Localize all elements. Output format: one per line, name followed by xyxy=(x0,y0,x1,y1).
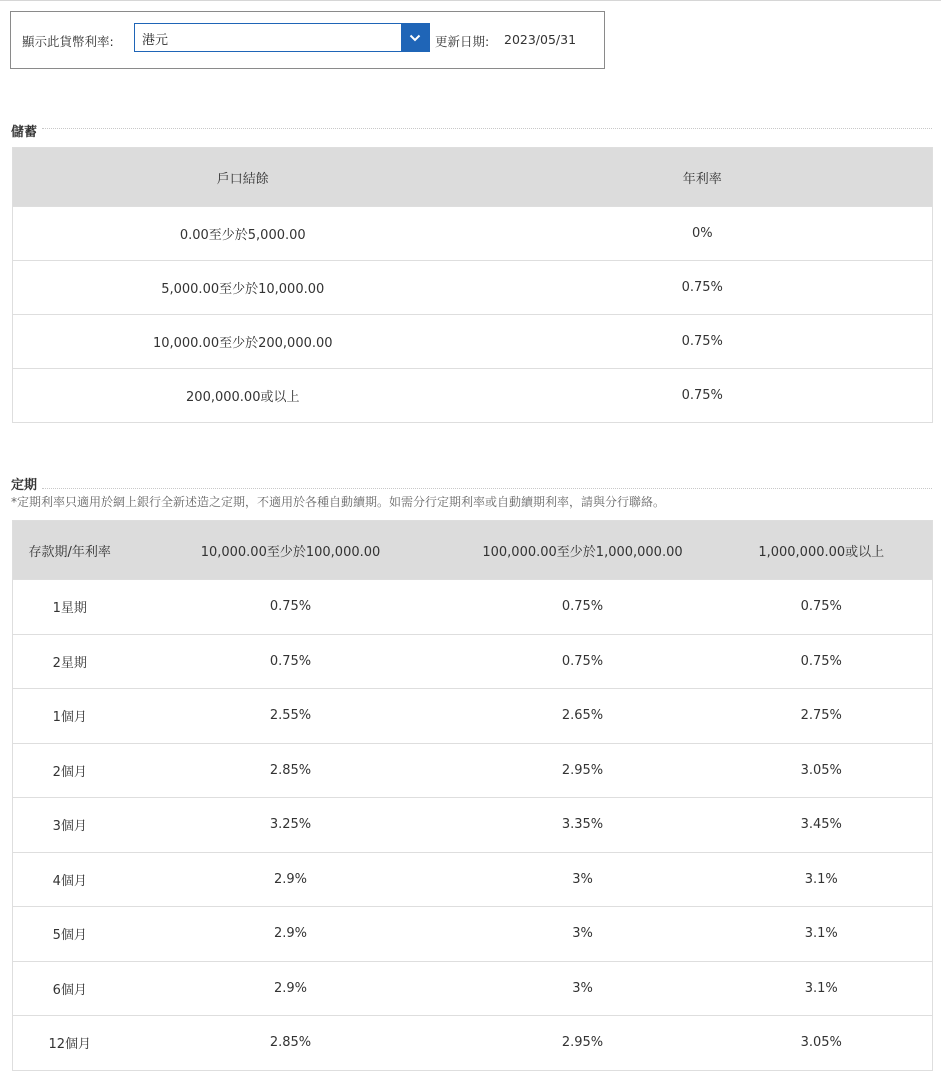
table-header-row xyxy=(13,148,933,207)
term-cell: 5個月 xyxy=(13,907,127,962)
column-header-tier-3: 1,000,000.00或以上 xyxy=(711,521,933,580)
fixed-deposit-note: *定期利率只適用於網上銀行全新述造之定期，不適用於各種自動續期。如需分行定期利率或自動續期利率，請與分行聯絡。 xyxy=(11,495,666,509)
annual-rate: 0.75% xyxy=(473,369,933,423)
rate-cell: 0.75% xyxy=(455,580,711,635)
rate-cell: 2.9% xyxy=(127,961,455,1016)
term-cell: 1星期 xyxy=(13,580,127,635)
rate-cell: 0.75% xyxy=(711,580,933,635)
table-row xyxy=(13,798,933,853)
balance-tier: 5,000.00至少於10,000.00 xyxy=(13,261,473,315)
table-row xyxy=(13,852,933,907)
rate-cell: 0.75% xyxy=(127,634,455,689)
table-row xyxy=(13,261,933,315)
rate-cell: 3.1% xyxy=(711,907,933,962)
column-header-tier-1: 10,000.00至少於100,000.00 xyxy=(127,521,455,580)
currency-select[interactable] xyxy=(134,23,430,52)
rate-cell: 3.35% xyxy=(455,798,711,853)
rate-cell: 2.55% xyxy=(127,689,455,744)
table-row xyxy=(13,689,933,744)
rate-cell: 3% xyxy=(455,907,711,962)
rate-cell: 3.25% xyxy=(127,798,455,853)
annual-rate: 0% xyxy=(473,207,933,261)
rate-cell: 3% xyxy=(455,852,711,907)
table-row xyxy=(13,634,933,689)
term-cell: 12個月 xyxy=(13,1016,127,1071)
table-row xyxy=(13,369,933,423)
balance-tier: 200,000.00或以上 xyxy=(13,369,473,423)
currency-dropdown-button[interactable] xyxy=(401,24,429,51)
table-row xyxy=(13,1016,933,1071)
annual-rate: 0.75% xyxy=(473,261,933,315)
term-cell: 6個月 xyxy=(13,961,127,1016)
table-row xyxy=(13,580,933,635)
fixed-title-rule xyxy=(42,488,932,489)
savings-section-title: 儲蓄 xyxy=(11,125,38,140)
term-cell: 2個月 xyxy=(13,743,127,798)
currency-select-value: 港元 xyxy=(142,33,169,48)
rate-cell: 3.05% xyxy=(711,743,933,798)
fixed-deposit-rate-table xyxy=(12,520,933,1071)
column-header-annual-rate: 年利率 xyxy=(473,148,933,207)
balance-tier: 0.00至少於5,000.00 xyxy=(13,207,473,261)
annual-rate: 0.75% xyxy=(473,315,933,369)
top-divider xyxy=(0,0,941,1)
rate-cell: 0.75% xyxy=(127,580,455,635)
rate-cell: 2.85% xyxy=(127,743,455,798)
rate-cell: 3.1% xyxy=(711,961,933,1016)
term-cell: 4個月 xyxy=(13,852,127,907)
rate-cell: 3.1% xyxy=(711,852,933,907)
savings-rate-table xyxy=(12,147,933,423)
column-header-tier-2: 100,000.00至少於1,000,000.00 xyxy=(455,521,711,580)
balance-tier: 10,000.00至少於200,000.00 xyxy=(13,315,473,369)
rate-cell: 2.9% xyxy=(127,907,455,962)
rate-cell: 2.9% xyxy=(127,852,455,907)
fixed-deposit-section-title: 定期 xyxy=(11,478,38,493)
column-header-balance: 戶口結餘 xyxy=(13,148,473,207)
table-row xyxy=(13,207,933,261)
currency-selector-panel xyxy=(10,11,605,69)
table-row xyxy=(13,315,933,369)
rate-cell: 0.75% xyxy=(455,634,711,689)
table-header-row xyxy=(13,521,933,580)
table-row xyxy=(13,743,933,798)
rate-cell: 0.75% xyxy=(711,634,933,689)
column-header-term: 存款期/年利率 xyxy=(13,521,127,580)
term-cell: 2星期 xyxy=(13,634,127,689)
rate-cell: 2.95% xyxy=(455,743,711,798)
term-cell: 3個月 xyxy=(13,798,127,853)
table-row xyxy=(13,961,933,1016)
rate-cell: 3.05% xyxy=(711,1016,933,1071)
rate-cell: 3% xyxy=(455,961,711,1016)
currency-selector-label: 顯示此貨幣利率: xyxy=(22,34,114,49)
rate-cell: 3.45% xyxy=(711,798,933,853)
rate-cell: 2.65% xyxy=(455,689,711,744)
term-cell: 1個月 xyxy=(13,689,127,744)
savings-title-rule xyxy=(42,128,932,129)
rate-cell: 2.75% xyxy=(711,689,933,744)
rate-cell: 2.95% xyxy=(455,1016,711,1071)
update-date-value: 2023/05/31 xyxy=(504,32,577,47)
update-date-label: 更新日期: xyxy=(435,34,490,49)
rate-cell: 2.85% xyxy=(127,1016,455,1071)
chevron-down-icon xyxy=(409,34,421,42)
table-row xyxy=(13,907,933,962)
